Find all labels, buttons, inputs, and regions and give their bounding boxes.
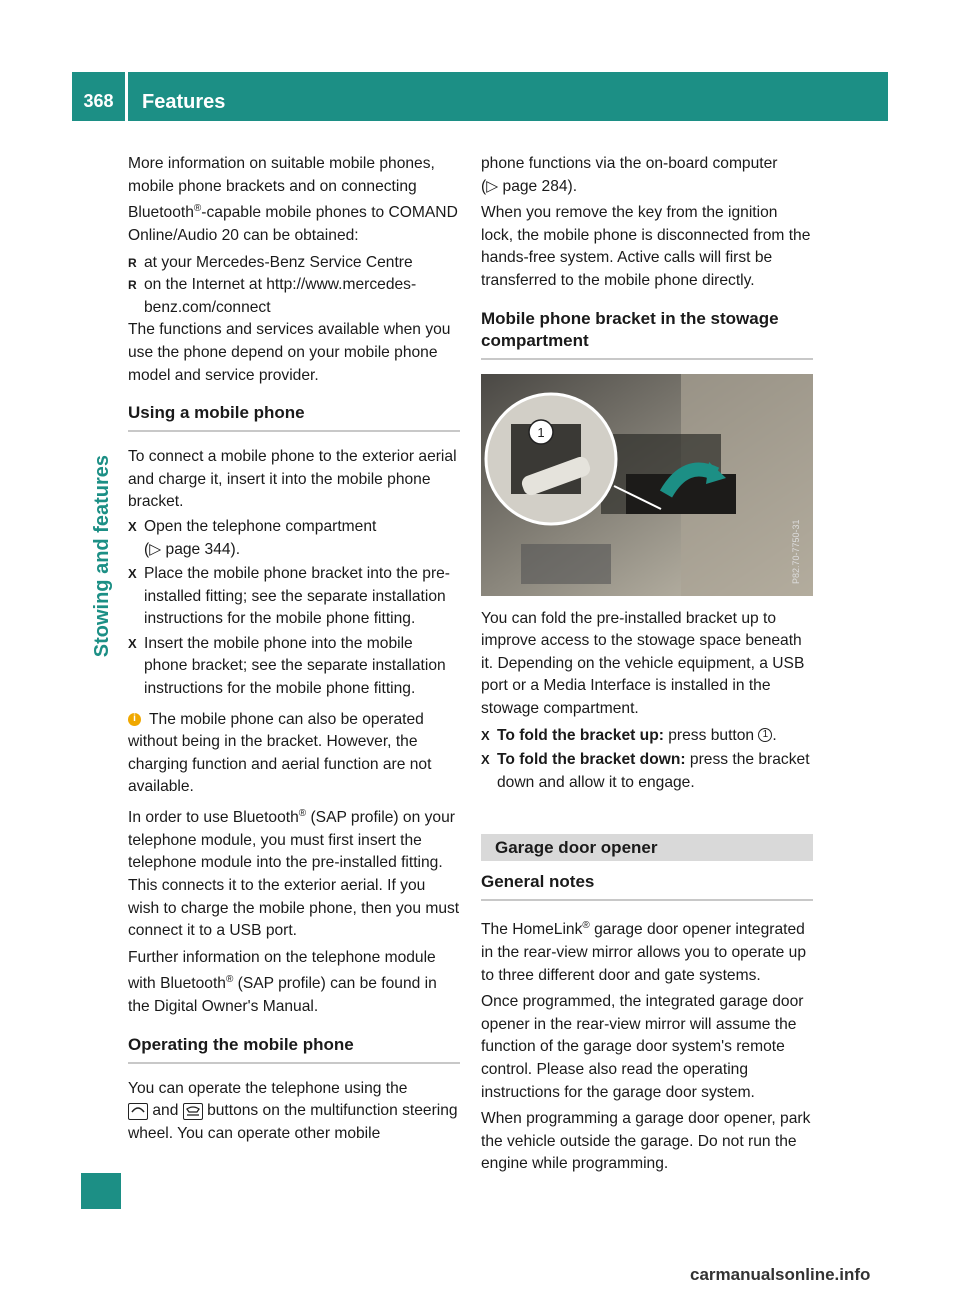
paragraph: You can operate the telephone using the and buttons on the multifunction steering wheel. You can operate other mobile <box>128 1079 458 1142</box>
info-icon: i <box>128 713 141 726</box>
svg-text:1: 1 <box>537 424 545 440</box>
bracket-photo <box>481 374 813 596</box>
step-item: X Open the telephone compartment (▷ page 344). <box>128 516 460 561</box>
paragraph: Once programmed, the integrated garage door opener in the rear-view mirror will assume the function of the garage door system's remote control. Please also read the operating instructions for the garage door system. <box>481 993 804 1101</box>
step-item: X To fold the bracket down: press the bracket down and allow it to engage. <box>481 749 813 794</box>
watermark: carmanualsonline.info <box>690 1265 871 1284</box>
heading-operating-mobile-phone: Operating the mobile phone <box>128 1034 354 1054</box>
sidebar-marker <box>81 1173 121 1209</box>
heading-general-notes: General notes <box>481 872 595 892</box>
svg-text:P82.70-7750-31: P82.70-7750-31 <box>791 519 801 584</box>
divider <box>128 430 460 432</box>
divider <box>481 358 813 360</box>
paragraph: Further information on the telephone module with Bluetooth® (SAP profile) can be found in the Digital Owner's Manual. <box>128 948 437 1016</box>
phone-accept-key-icon <box>128 1103 148 1120</box>
section-sidebar-label: Stowing and features <box>91 455 113 658</box>
paragraph: You can fold the pre-installed bracket up to improve access to the stowage space beneath it. Depending on the vehicle equipment, a USB port or a Media Interface is installed in the stowage compartment. <box>481 609 805 717</box>
step-item: X Insert the mobile phone into the mobile phone bracket; see the separate installation instructions for the mobile phone fitting. <box>128 633 460 701</box>
heading-using-mobile-phone: Using a mobile phone <box>128 403 305 423</box>
paragraph: The functions and services available when you use the phone depend on your mobile phone model and service provider. <box>128 321 451 384</box>
right-column <box>481 153 813 1176</box>
divider <box>481 899 813 901</box>
page-number: 368 <box>72 72 125 121</box>
paragraph: When you remove the key from the ignition lock, the mobile phone is disconnected from the hands-free system. Active calls will first be transferred to the mobile phone directly. <box>481 204 811 289</box>
page-header-title: Features <box>128 72 888 121</box>
bracket-illustration <box>481 374 813 596</box>
paragraph: To connect a mobile phone to the exterior aerial and charge it, insert it into the mobile phone bracket. <box>128 448 457 511</box>
list-item: R at your Mercedes-Benz Service Centre <box>128 252 460 275</box>
phone-end-key-icon <box>183 1103 203 1120</box>
callout-1-icon: 1 <box>758 728 772 742</box>
info-note: i The mobile phone can also be operated without being in the bracket. However, the charging function and aerial function are not available. <box>128 710 432 796</box>
left-column <box>128 153 460 1146</box>
section-garage-door-opener: Garage door opener <box>481 834 813 861</box>
heading-phone-bracket: Mobile phone bracket in the stowage compartment <box>481 308 779 350</box>
intro-paragraph: More information on suitable mobile phones, mobile phone brackets and on connecting Bluetooth®-capable mobile phones to COMAND Online/Audio 20 can be obtained: <box>128 155 458 244</box>
paragraph: When programming a garage door opener, park the vehicle outside the garage. Do not run the engine while programming. <box>481 1110 811 1173</box>
divider <box>128 1062 460 1064</box>
step-item: X Place the mobile phone bracket into the pre-installed fitting; see the separate installation instructions for the mobile phone fitting. <box>128 563 460 631</box>
paragraph: The HomeLink® garage door opener integrated in the rear-view mirror allows you to operate up to three different door and gate systems. <box>481 920 807 984</box>
paragraph: phone functions via the on-board computer (▷ page 284). <box>481 155 778 195</box>
paragraph: In order to use Bluetooth® (SAP profile) on your telephone module, you must first insert the telephone module into the pre-installed fitting. This connects it to the exterior aerial. If you wish to charge the mobile phone, then you must connect it to a USB port. <box>128 808 460 940</box>
list-item: R on the Internet at http://www.mercedes-benz.com/connect <box>128 274 460 319</box>
step-item: X To fold the bracket up: press button 1 . <box>481 725 813 748</box>
